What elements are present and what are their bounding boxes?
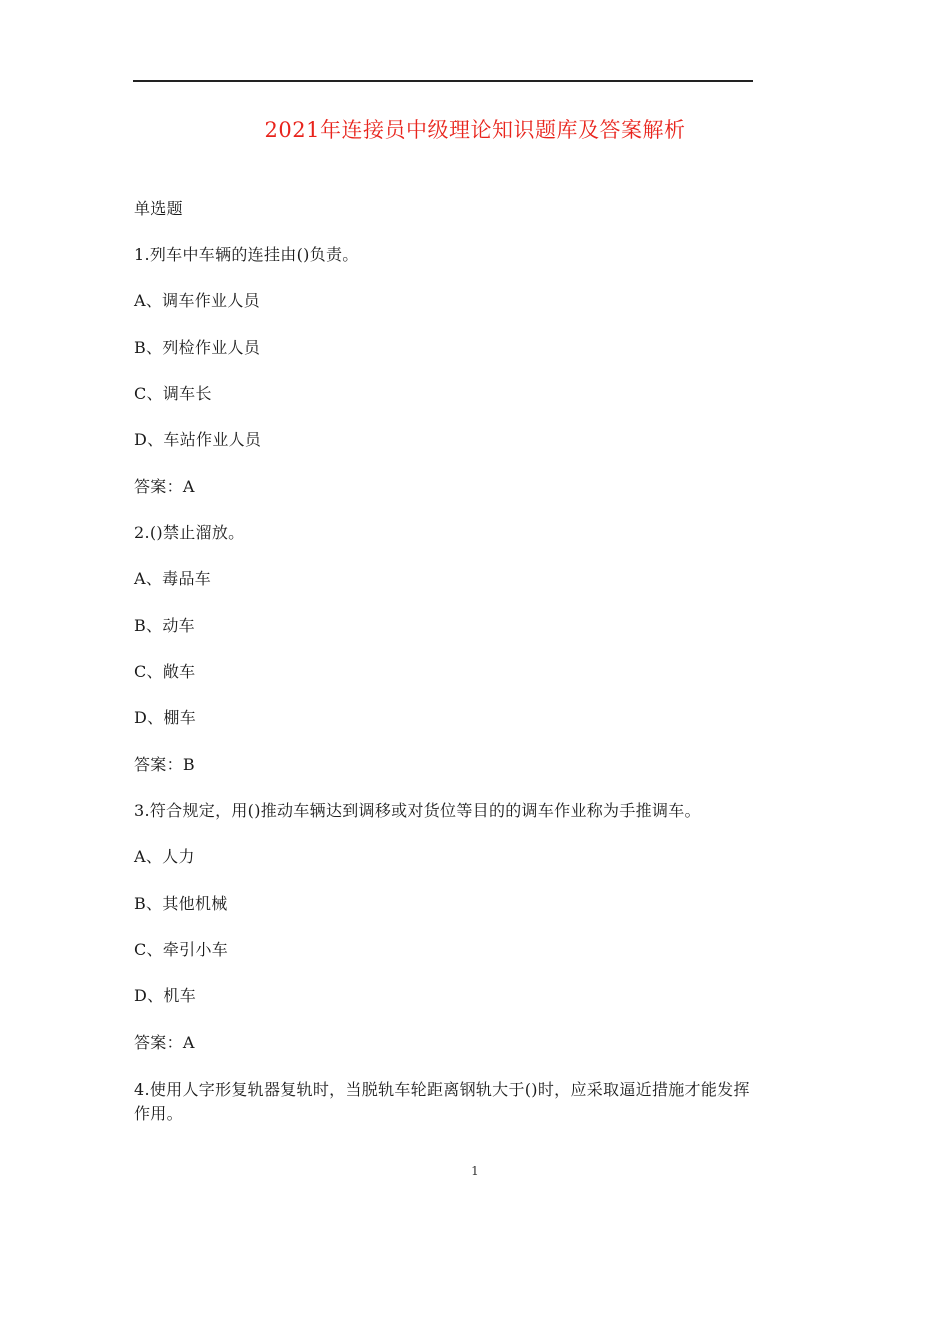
question-3-answer: 答案：A: [134, 1033, 195, 1052]
question-2-option-d: D、棚车: [134, 708, 197, 727]
question-3-option-c: C、牵引小车: [134, 940, 229, 959]
question-2-answer: 答案：B: [134, 755, 195, 774]
section-heading: 单选题: [134, 199, 183, 218]
question-3-option-d: D、机车: [134, 986, 197, 1005]
question-1-option-b: B、列检作业人员: [134, 338, 261, 357]
question-stem-3: 3.符合规定，用()推动车辆达到调移或对货位等目的的调车作业称为手推调车。: [134, 801, 701, 820]
question-1-option-a: A、调车作业人员: [134, 291, 260, 310]
question-2-option-b: B、动车: [134, 616, 195, 635]
question-3-option-a: A、人力: [134, 847, 195, 866]
question-2-option-a: A、毒品车: [134, 569, 212, 588]
question-3-option-b: B、其他机械: [134, 894, 228, 913]
question-1-answer: 答案：A: [134, 477, 195, 496]
page-number: 1: [471, 1164, 479, 1178]
question-stem-1: 1.列车中车辆的连挂由()负责。: [134, 245, 359, 264]
question-1-option-d: D、车站作业人员: [134, 430, 262, 449]
question-1-option-c: C、调车长: [134, 384, 212, 403]
question-stem-2: 2.()禁止溜放。: [134, 523, 245, 542]
question-stem-4: 4.使用人字形复轨器复轨时，当脱轨车轮距离钢轨大于()时，应采取逼近措施才能发挥作用。: [134, 1080, 750, 1123]
document-title: 2021年连接员中级理论知识题库及答案解析: [264, 118, 686, 142]
question-2-option-c: C、敞车: [134, 662, 196, 681]
header-rule: [133, 80, 753, 82]
